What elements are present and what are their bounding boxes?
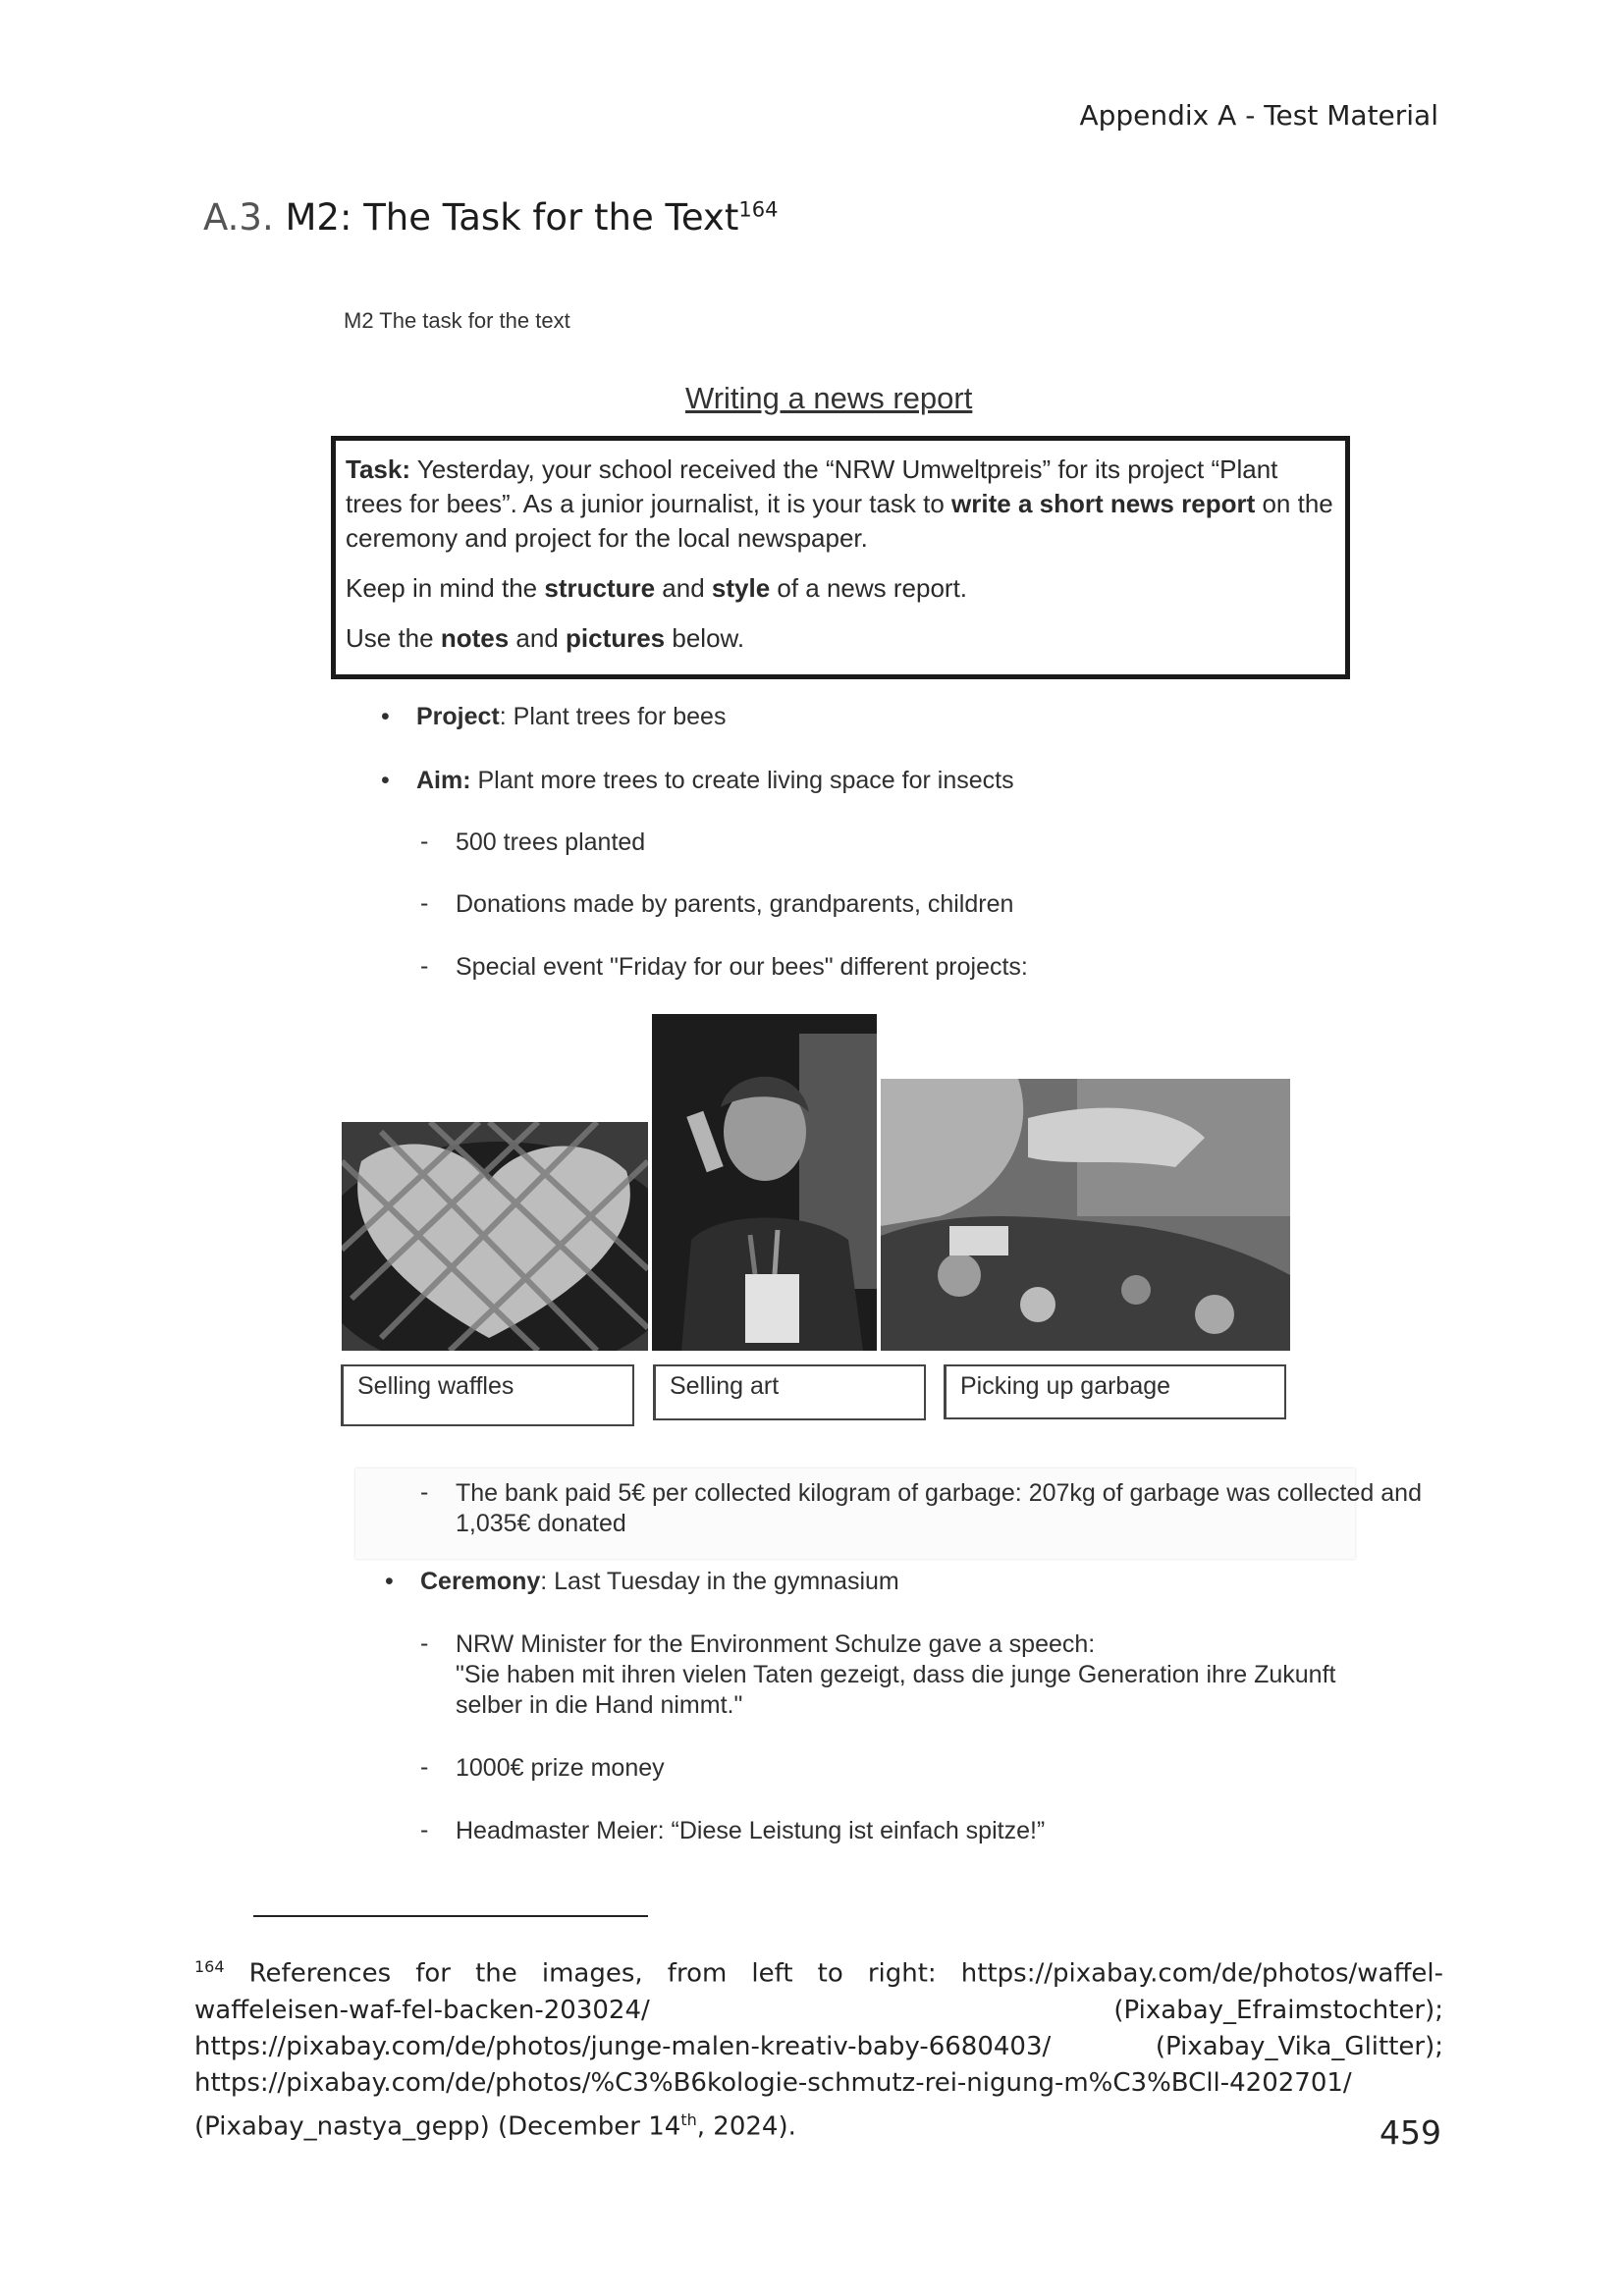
footnote-ref[interactable]: 164 [738,197,779,222]
notes-paragraph: Use the notes and pictures below. [346,623,745,653]
structure-paragraph: Keep in mind the structure and style of a news report. [346,573,968,603]
boy-image [652,1014,877,1351]
task-box [331,436,1350,679]
page-number: 459 [1380,2113,1441,2152]
section-title [203,196,778,239]
garbage-photo [881,1079,1290,1351]
caption-waffles: Selling waffles [341,1364,634,1426]
section-number: A.3. [203,196,274,239]
waffle-photo [342,1122,648,1351]
boy-painting-photo [652,1014,877,1351]
footnote: $^{164}$ References for the images, from left to right: https://pixabay.com/de/photos/waffel-waffeleisen-waf-fel-backen-203024/ (Pixabay_Efraimstochter); https://pixabay.com/de/photos/junge-malen-kreativ-baby-6680403/ (Pixabay_Vika_Glitter); https://pixabay.com/de/photos/%C3%B6kologie-schmutz-rei-nigung-m%C3%BCll-4202701/ (Pixabay_nastya_gepp) (December 14th, 2024). [194,1957,1443,2142]
material-heading: Writing a news report [685,381,973,415]
waffle-image [342,1122,648,1351]
task-paragraph: Task: Yesterday, your school received the “NRW Umweltpreis” for its project “Plant trees for bees”. As a junior journalist, it is your task to write a short news report on the ceremony and project for the local newspaper. [346,454,1333,553]
running-header: Appendix A - Test Material [1079,99,1438,132]
garbage-image [881,1079,1290,1351]
caption-garbage: Picking up garbage [944,1364,1286,1419]
material-label: M2 The task for the text [344,308,570,333]
section-title-text: M2: The Task for the Text [285,196,739,239]
caption-art: Selling art [653,1364,926,1420]
footnote-rule [253,1915,648,1917]
